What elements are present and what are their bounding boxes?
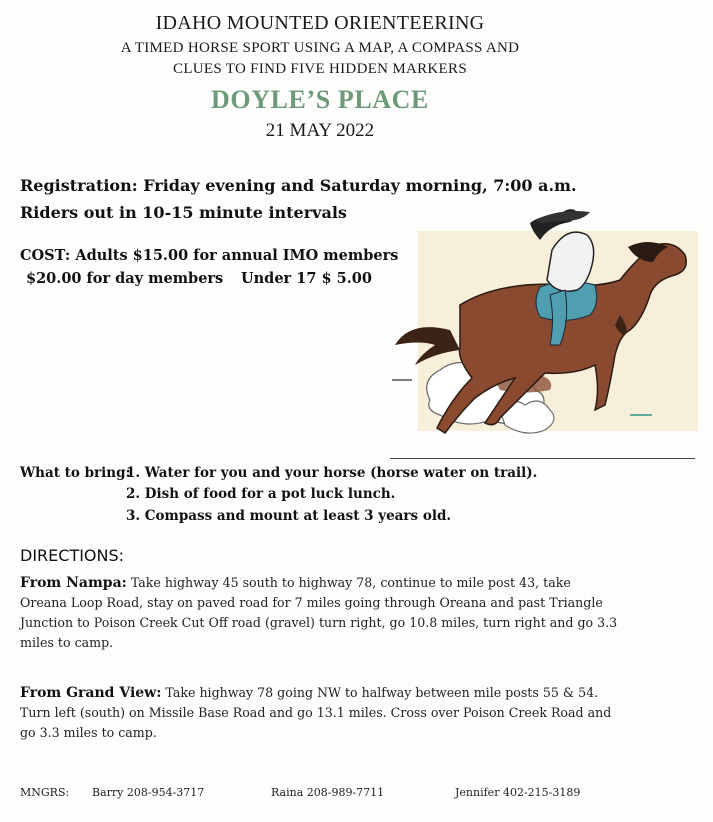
event-place: DOYLE’S PLACE	[211, 85, 429, 114]
bring-item-2: 2. Dish of food for a pot luck lunch.	[126, 486, 396, 502]
cowboy-on-horse-illustration	[390, 195, 700, 465]
directions-from-nampa	[20, 573, 620, 653]
org-title: IDAHO MOUNTED ORIENTEERING	[155, 12, 485, 34]
from-grand-view-text: Take highway 78 going NW to halfway between mile posts 55 & 54. Turn left (south) on Missile Base Road and go 13.1 miles. Cross over Poison Creek Road and go 3.3 miles to camp.	[20, 685, 612, 740]
manager-barry: Barry 208-954-3717	[92, 786, 205, 799]
divider-line	[390, 458, 695, 459]
cost-adults: COST: Adults $15.00 for annual IMO members	[20, 247, 399, 264]
manager-raina: Raina 208-989-7711	[271, 786, 385, 799]
manager-jennifer: Jennifer 402-215-3189	[455, 786, 581, 799]
bring-label: What to bring:	[20, 465, 131, 481]
tagline-line-2: CLUES TO FIND FIVE HIDDEN MARKERS	[173, 61, 467, 77]
bring-item-3: 3. Compass and mount at least 3 years old.	[126, 508, 452, 524]
cost-day-members: $20.00 for day members	[26, 270, 224, 287]
from-nampa-label: From Nampa:	[20, 575, 127, 591]
tagline-line-1: A TIMED HORSE SPORT USING A MAP, A COMPASS AND	[120, 40, 520, 56]
riders-interval-line: Riders out in 10-15 minute intervals	[20, 203, 347, 222]
event-date: 21 MAY 2022	[265, 120, 375, 141]
directions-from-grand-view	[20, 683, 620, 743]
managers-label: MNGRS:	[20, 786, 70, 799]
registration-line: Registration: Friday evening and Saturday morning, 7:00 a.m.	[20, 176, 577, 195]
directions-heading: DIRECTIONS:	[20, 546, 125, 565]
bring-item-1: 1. Water for you and your horse (horse water on trail).	[126, 465, 538, 481]
from-nampa-text: Take highway 45 south to highway 78, continue to mile post 43, take Oreana Loop Road, stay on paved road for 7 miles going through Oreana and past Triangle Junction to Poison Creek Cut Off road (gravel) turn right, go 10.8 miles, turn right and go 3.3 miles to camp.	[20, 575, 618, 650]
from-grand-view-label: From Grand View:	[20, 685, 162, 701]
cost-under-17: Under 17 $ 5.00	[241, 270, 372, 287]
